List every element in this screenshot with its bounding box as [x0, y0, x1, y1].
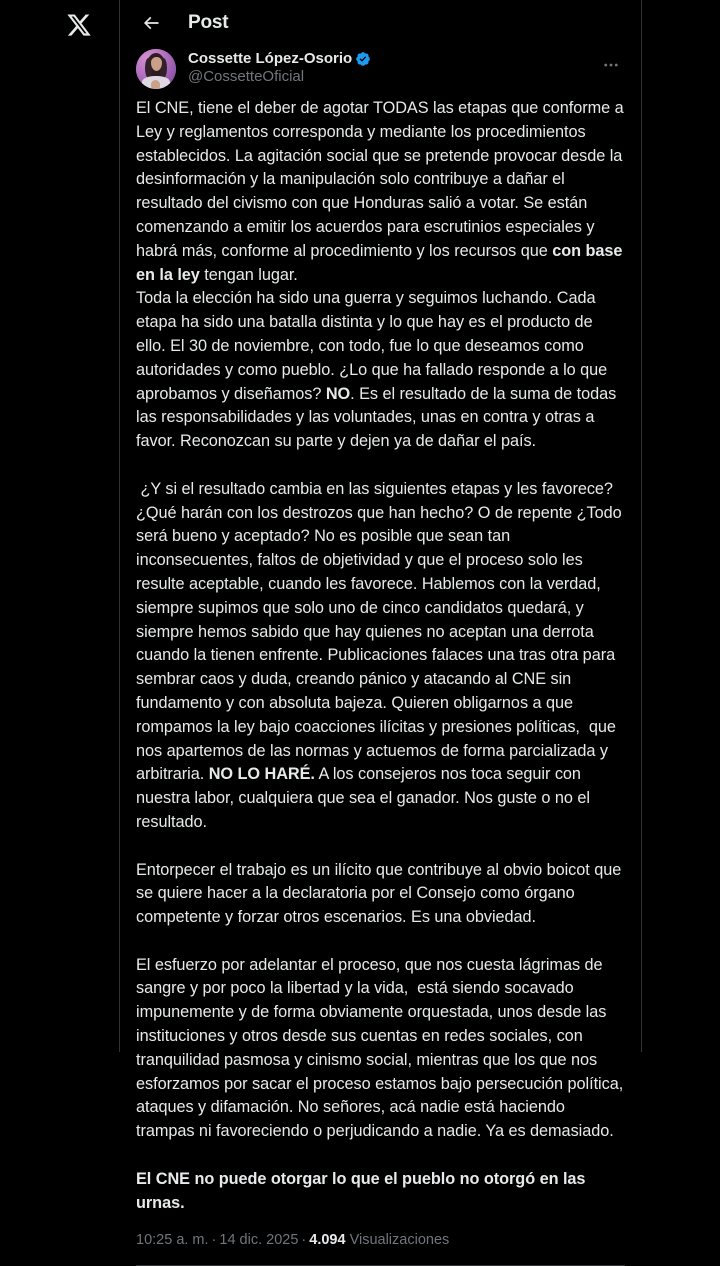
post-text-bold: con base en la ley	[136, 241, 627, 284]
post-text-bold: NO LO HARÉ.	[208, 765, 315, 784]
post-date: 14 dic. 2025	[219, 1232, 299, 1249]
post-text-bold: El CNE no puede otorgar lo que el pueblo no otorgó en las urnas.	[136, 1169, 590, 1212]
meta-separator-2: ·	[301, 1232, 307, 1249]
post-text-run: tengan lugar.	[199, 265, 298, 284]
avatar-hand	[151, 80, 160, 89]
post-paragraph	[136, 859, 625, 930]
right-rail	[642, 0, 720, 1052]
post-paragraph	[136, 97, 629, 287]
post-paragraph	[136, 954, 628, 1144]
post-text-run: Entorpecer el trabajo es un ilícito que contribuye al obvio boicot que se quiere hacer a la declaratoria por el Consejo como órgano competente y forzar otros escenarios. Es una obviedad.	[136, 860, 626, 927]
post-text-run: . Es el resultado de la suma de todas las responsabilidades y las voluntades, unas en contra y otras a favor. Reconozcan su parte y dejen ya de dañar el país.	[136, 384, 621, 451]
post-text	[120, 89, 641, 1215]
author-row	[120, 45, 641, 89]
post-text-run: El CNE, tiene el deber de agotar TODAS las etapas que conforme a Ley y reglamentos corresponda y mediante los procedimientos establecidos. La agitación social que se pretende provocar desde la desinformación y la manipulación solo contribuye a dañar el resultado del civismo con que Honduras salió a votar. Se están comenzando a emitir los acuerdos para escrutinios especiales y habrá más, conforme al procedimiento y los recursos que	[136, 99, 629, 260]
post-paragraph	[136, 478, 625, 835]
post-paragraph	[136, 287, 625, 454]
post-text-bold: NO	[325, 384, 351, 403]
left-nav-rail	[0, 0, 119, 1052]
post-paragraph	[136, 1168, 625, 1216]
more-horizontal-icon[interactable]	[597, 51, 625, 79]
author-meta	[188, 49, 597, 87]
author-name-line	[188, 50, 597, 67]
views-label: Visualizaciones	[349, 1232, 450, 1249]
post-column	[119, 0, 642, 1249]
x-logo-icon[interactable]	[64, 10, 94, 40]
post-header	[120, 0, 641, 45]
post-text-run: El esfuerzo por adelantar el proceso, que nos cuesta lágrimas de sangre y por poco la libertad y la vida, está siendo socavado impunemente y de forma obviamente orquestada, unos desde las instituciones y otros desde sus cuentas en redes sociales, con tranquilidad pasmosa y cinismo social, mientras que los que nos esforzamos por sacar el proceso estamos bajo persecución política, ataques y difamación. No señores, acá nadie está haciendo trampas ni favoreciendo o perjudicando a nadie. Ya es demasiado.	[136, 955, 628, 1141]
page-title: Post	[188, 11, 229, 33]
post-text-run: A los consejeros nos toca seguir con nuestra labor, cualquiera que sea el ganador. Nos guste o no el resultado.	[136, 765, 595, 831]
post-time: 10:25 a. m.	[136, 1232, 209, 1249]
verified-badge-icon	[355, 51, 371, 67]
post-text-run: ¿Y si el resultado cambia en las siguientes etapas y les favorece? ¿Qué harán con los destrozos que han hecho? O de repente ¿Todo será bueno y aceptado? No es posible que sean tan inconsecuentes, faltos de objetividad y que el proceso solo les resulte aceptable, cuando les favorece. Hablemos con la verdad, siempre supimos que solo uno de cinco candidatos quedará, y siempre hemos sabido que hay quienes no aceptan una derrota cuando la tienen enfrente. Publicaciones falaces una tras otra para sembrar caos y duda, creando pánico y atacando al CNE sin fundamento y con absoluta bajeza. Quieren obligarnos a que rompamos la ley bajo coacciones ilícitas y presiones políticas, que nos apartemos de las normas y actuemos de forma parcializada y arbitraria.	[136, 479, 627, 784]
post-text-run: Toda la elección ha sido una guerra y seguimos luchando. Cada etapa ha sido una batalla distinta y lo que hay es el producto de ello. El 30 de noviembre, con todo, fue lo que deseamos como autoridades y como pueblo. ¿Lo que ha fallado responde a lo que aprobamos y diseñamos?	[136, 289, 612, 403]
avatar-face	[151, 57, 162, 71]
avatar[interactable]	[136, 49, 176, 89]
views-count: 4.094	[309, 1232, 346, 1249]
arrow-left-icon[interactable]	[136, 8, 166, 38]
meta-separator-1: ·	[211, 1232, 217, 1249]
author-display-name[interactable]: Cossette López-Osorio	[188, 50, 353, 67]
author-handle[interactable]: @CossetteOficial	[188, 68, 305, 85]
post-meta	[120, 1215, 641, 1250]
